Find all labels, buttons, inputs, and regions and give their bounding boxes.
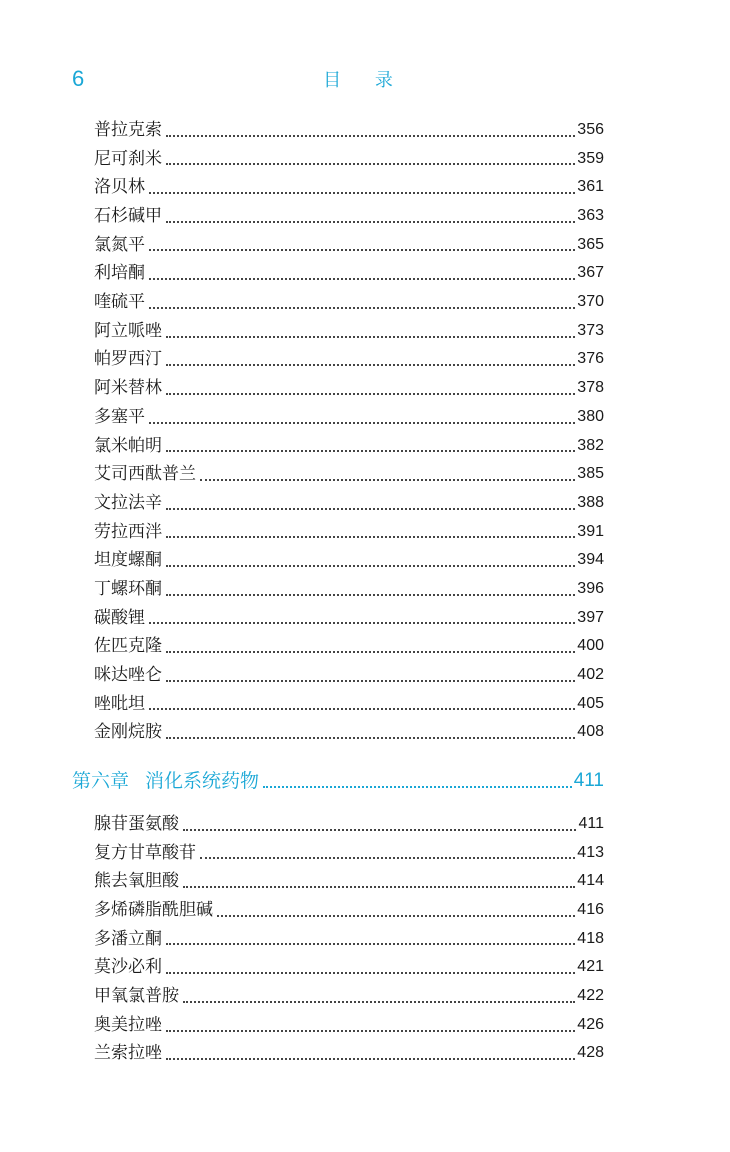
chapter-title: 消化系统药物 — [145, 770, 260, 792]
dot-leader — [166, 1057, 575, 1060]
toc-entry-page: 380 — [577, 407, 604, 425]
toc-entry-title: 氯氮平 — [94, 234, 145, 255]
toc-entry-page: 361 — [577, 178, 604, 196]
toc-entry[interactable] — [94, 432, 604, 461]
toc-entry-page: 367 — [577, 264, 604, 282]
toc-entry[interactable] — [94, 374, 604, 403]
toc-entry-title: 尼可刹米 — [94, 148, 162, 169]
dot-leader — [166, 134, 575, 137]
toc-entry-page: 421 — [577, 958, 604, 976]
toc-entry-page: 370 — [577, 293, 604, 311]
toc-list — [94, 116, 604, 747]
toc-entry[interactable] — [94, 231, 604, 260]
toc-entry[interactable] — [94, 810, 604, 839]
toc-entry-title: 甲氧氯普胺 — [94, 986, 179, 1007]
dot-leader — [149, 248, 575, 251]
toc-entry-title: 咪达唑仑 — [94, 665, 162, 686]
toc-entry-page: 385 — [577, 465, 604, 483]
toc-entry-title: 文拉法辛 — [94, 492, 162, 513]
toc-entry-page: 388 — [577, 493, 604, 511]
toc-entry-title: 多潘立酮 — [94, 928, 162, 949]
toc-entry[interactable] — [94, 1040, 604, 1069]
toc-entry[interactable] — [94, 173, 604, 202]
toc-entry-page: 356 — [577, 120, 604, 138]
toc-entry[interactable] — [94, 288, 604, 317]
dot-leader — [263, 785, 572, 788]
toc-entry-title: 利培酮 — [94, 263, 145, 284]
dot-leader — [166, 1029, 575, 1032]
toc-entry-title: 帕罗西汀 — [94, 349, 162, 370]
toc-entry-title: 普拉克索 — [94, 119, 162, 140]
toc-entry-page: 397 — [577, 608, 604, 626]
dot-leader — [166, 736, 575, 739]
toc-entry-page: 418 — [577, 929, 604, 947]
toc-entry-page: 378 — [577, 379, 604, 397]
toc-entry-title: 氯米帕明 — [94, 435, 162, 456]
toc-entry-title: 艾司西酞普兰 — [94, 464, 196, 485]
toc-entry-page: 411 — [578, 814, 604, 832]
toc-entry[interactable] — [94, 202, 604, 231]
toc-entry-title: 喹硫平 — [94, 292, 145, 313]
toc-entry-title: 兰索拉唑 — [94, 1043, 162, 1064]
toc-entry-page: 363 — [577, 207, 604, 225]
toc-entry[interactable] — [94, 116, 604, 145]
dot-leader — [149, 306, 575, 309]
toc-entry-page: 376 — [577, 350, 604, 368]
dot-leader — [166, 335, 575, 338]
toc-entry[interactable] — [94, 145, 604, 174]
toc-entry[interactable] — [94, 925, 604, 954]
toc-entry-title: 丁螺环酮 — [94, 578, 162, 599]
toc-entry[interactable] — [94, 546, 604, 575]
toc-entry[interactable] — [94, 604, 604, 633]
dot-leader — [166, 593, 575, 596]
toc-entry-title: 熊去氧胆酸 — [94, 871, 179, 892]
toc-entry-title: 多塞平 — [94, 406, 145, 427]
toc-entry-page: 373 — [577, 321, 604, 339]
dot-leader — [166, 942, 575, 945]
toc-entry-page: 426 — [577, 1015, 604, 1033]
toc-entry-page: 382 — [577, 436, 604, 454]
dot-leader — [166, 363, 575, 366]
toc-entry-page: 416 — [577, 901, 604, 919]
toc-entry-page: 365 — [577, 235, 604, 253]
toc-entry-page: 408 — [577, 723, 604, 741]
dot-leader — [166, 162, 575, 165]
running-title: 目 录 — [323, 70, 407, 91]
toc-entry[interactable] — [94, 953, 604, 982]
dot-leader — [166, 535, 575, 538]
dot-leader — [183, 828, 576, 831]
toc-entry-page: 400 — [577, 637, 604, 655]
toc-entry[interactable] — [94, 518, 604, 547]
toc-entry-title: 莫沙必利 — [94, 957, 162, 978]
toc-entry-title: 金刚烷胺 — [94, 722, 162, 743]
toc-entry-page: 413 — [577, 843, 604, 861]
dot-leader — [149, 277, 575, 280]
toc-entry-page: 402 — [577, 666, 604, 684]
toc-entry[interactable] — [94, 575, 604, 604]
toc-entry[interactable] — [94, 896, 604, 925]
dot-leader — [217, 914, 575, 917]
toc-entry-page: 414 — [577, 872, 604, 890]
toc-entry[interactable] — [94, 718, 604, 747]
page-number: 6 — [72, 66, 85, 91]
dot-leader — [166, 971, 575, 974]
toc-entry-page: 396 — [577, 579, 604, 597]
toc-entry-page: 428 — [577, 1044, 604, 1062]
toc-entry[interactable] — [94, 867, 604, 896]
toc-entry[interactable] — [94, 489, 604, 518]
toc-entry-title: 石杉碱甲 — [94, 206, 162, 227]
toc-entry-title: 劳拉西泮 — [94, 521, 162, 542]
toc-entry-title: 腺苷蛋氨酸 — [94, 813, 179, 834]
chapter-number: 第六章 — [72, 770, 130, 792]
toc-list — [94, 810, 604, 1068]
dot-leader — [166, 449, 575, 452]
toc-entry-title: 阿立哌唑 — [94, 320, 162, 341]
toc-entry-title: 唑吡坦 — [94, 693, 145, 714]
toc-entry[interactable] — [94, 839, 604, 868]
dot-leader — [166, 507, 575, 510]
toc-entry[interactable] — [94, 317, 604, 346]
toc-entry-title: 阿米替林 — [94, 378, 162, 399]
toc-entry[interactable] — [94, 1011, 604, 1040]
toc-entry[interactable] — [94, 346, 604, 375]
toc-entry-page: 405 — [577, 694, 604, 712]
dot-leader — [149, 191, 575, 194]
dot-leader — [166, 650, 575, 653]
toc-entry-title: 奥美拉唑 — [94, 1014, 162, 1035]
dot-leader — [200, 856, 575, 859]
toc-entry[interactable] — [94, 661, 604, 690]
dot-leader — [166, 564, 575, 567]
dot-leader — [149, 707, 575, 710]
toc-entry-title: 多烯磷脂酰胆碱 — [94, 900, 213, 921]
chapter-heading[interactable] — [72, 764, 604, 798]
toc-entry-title: 坦度螺酮 — [94, 550, 162, 571]
toc-entry[interactable] — [94, 460, 604, 489]
toc-entry[interactable] — [94, 403, 604, 432]
dot-leader — [200, 478, 575, 481]
dot-leader — [166, 679, 575, 682]
toc-entry[interactable] — [94, 632, 604, 661]
dot-leader — [183, 1000, 575, 1003]
toc-entry-page: 422 — [577, 987, 604, 1005]
dot-leader — [149, 621, 575, 624]
dot-leader — [149, 421, 575, 424]
toc-entry[interactable] — [94, 259, 604, 288]
chapter-page: 411 — [573, 770, 604, 791]
toc-entry-page: 391 — [577, 522, 604, 540]
toc-entry-title: 碳酸锂 — [94, 607, 145, 628]
dot-leader — [166, 392, 575, 395]
toc-entry-page: 359 — [577, 149, 604, 167]
toc-entry[interactable] — [94, 690, 604, 719]
dot-leader — [183, 885, 575, 888]
toc-entry-title: 复方甘草酸苷 — [94, 842, 196, 863]
dot-leader — [166, 220, 575, 223]
toc-entry[interactable] — [94, 982, 604, 1011]
toc-entry-title: 佐匹克隆 — [94, 636, 162, 657]
toc-entry-page: 394 — [577, 551, 604, 569]
toc-entry-title: 洛贝林 — [94, 177, 145, 198]
